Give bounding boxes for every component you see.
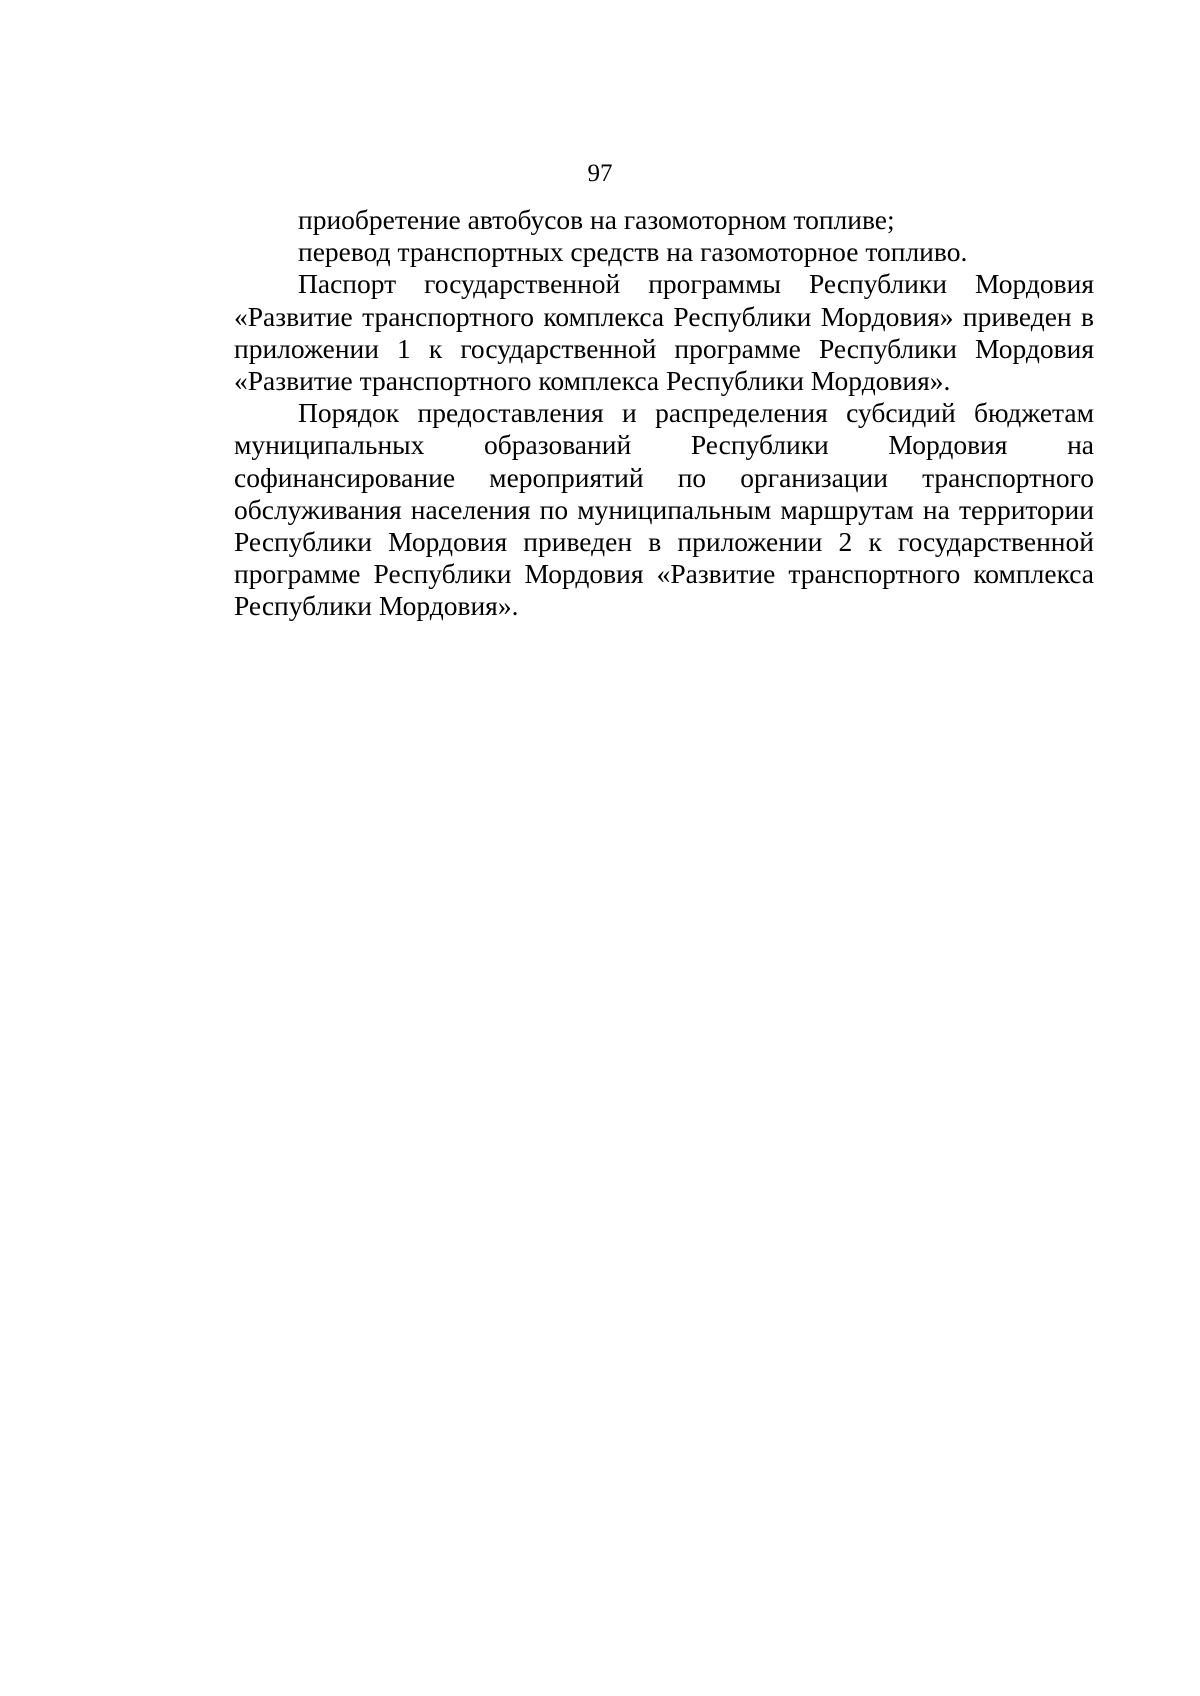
page-number: 97 — [587, 160, 613, 187]
document-body — [234, 204, 1094, 623]
paragraph-vehicle-conversion: перевод транспортных средств на газомоторное топливо. — [298, 236, 968, 268]
paragraph-subsidy-procedure: Порядок предоставления и распределения субсидий бюджетам муниципальных образований Республики Мордовия на софинансирование мероприятий по организации транспортного обслуживания населения по муниципальным маршрутам на территории Республики Мордовия приведен в приложении 2 к государственной программе Республики Мордовия «Развитие транспортного комплекса Республики Мордовия». — [234, 397, 1094, 622]
paragraph-bus-purchase: приобретение автобусов на газомоторном топливе; — [298, 204, 895, 235]
paragraph-program-passport: Паспорт государственной программы Республики Мордовия «Развитие транспортного комплекса Республики Мордовия» приведен в приложении 1 к государственной программе Республики Мордовия «Развитие транспортного комплекса Республики Мордовия». — [234, 268, 1094, 397]
